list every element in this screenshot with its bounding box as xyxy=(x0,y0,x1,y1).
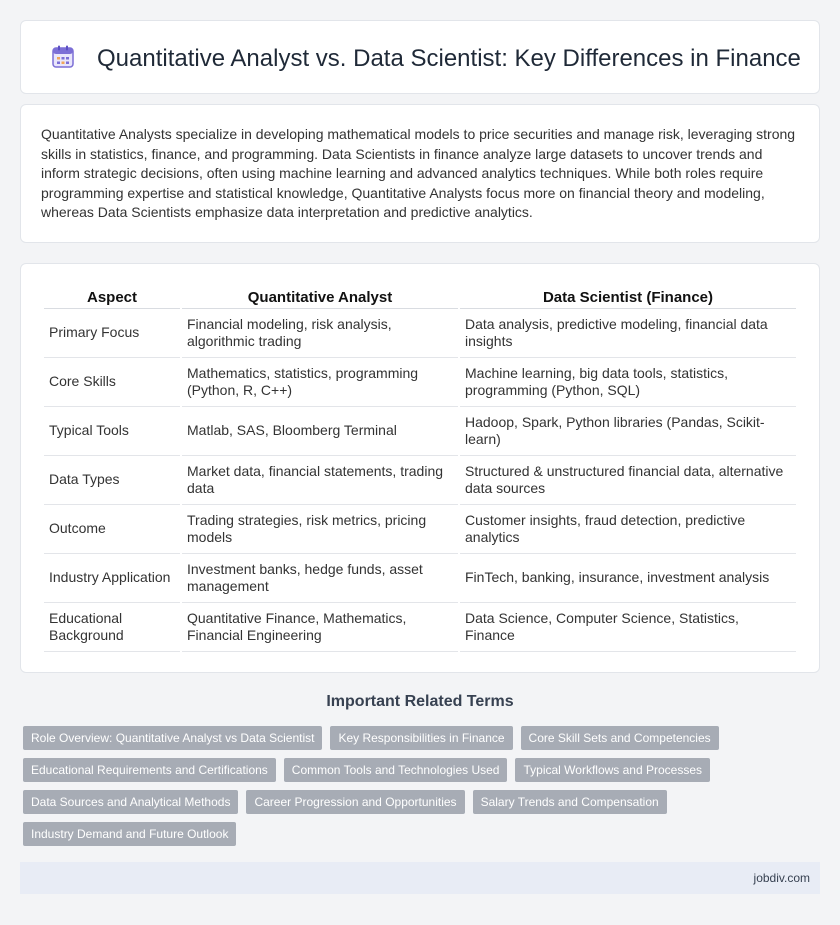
header-aspect: Aspect xyxy=(44,286,180,309)
table-header-row xyxy=(44,286,796,309)
header-quantitative-analyst: Quantitative Analyst xyxy=(182,286,458,309)
quant-cell: Mathematics, statistics, programming (Python, R, C++) xyxy=(182,358,458,407)
ds-cell: Hadoop, Spark, Python libraries (Pandas, Scikit-learn) xyxy=(460,407,796,456)
quant-cell: Matlab, SAS, Bloomberg Terminal xyxy=(182,407,458,456)
intro-card xyxy=(20,104,820,243)
tag-row xyxy=(23,790,823,814)
calendar-icon xyxy=(50,44,76,70)
aspect-cell: Primary Focus xyxy=(44,309,180,358)
quant-cell: Financial modeling, risk analysis, algorithmic trading xyxy=(182,309,458,358)
quant-cell: Quantitative Finance, Mathematics, Financial Engineering xyxy=(182,603,458,652)
aspect-cell: Typical Tools xyxy=(44,407,180,456)
table-row xyxy=(44,554,796,603)
related-term-tag[interactable]: Data Sources and Analytical Methods xyxy=(23,790,238,814)
ds-cell: FinTech, banking, insurance, investment analysis xyxy=(460,554,796,603)
quant-cell: Trading strategies, risk metrics, pricing models xyxy=(182,505,458,554)
related-term-tag[interactable]: Core Skill Sets and Competencies xyxy=(521,726,719,750)
related-term-tag[interactable]: Key Responsibilities in Finance xyxy=(330,726,512,750)
ds-cell: Data analysis, predictive modeling, financial data insights xyxy=(460,309,796,358)
tag-row xyxy=(23,822,823,846)
table-row xyxy=(44,358,796,407)
ds-cell: Customer insights, fraud detection, predictive analytics xyxy=(460,505,796,554)
quant-cell: Market data, financial statements, trading data xyxy=(182,456,458,505)
related-term-tag[interactable]: Salary Trends and Compensation xyxy=(473,790,667,814)
comparison-table xyxy=(42,286,798,652)
aspect-cell: Outcome xyxy=(44,505,180,554)
aspect-cell: Educational Background xyxy=(44,603,180,652)
footer-site-link[interactable]: jobdiv.com xyxy=(753,871,810,885)
related-term-tag[interactable]: Industry Demand and Future Outlook xyxy=(23,822,236,846)
ds-cell: Structured & unstructured financial data, alternative data sources xyxy=(460,456,796,505)
aspect-cell: Industry Application xyxy=(44,554,180,603)
quant-cell: Investment banks, hedge funds, asset management xyxy=(182,554,458,603)
header-data-scientist: Data Scientist (Finance) xyxy=(460,286,796,309)
header-card xyxy=(20,20,820,94)
related-terms-title: Important Related Terms xyxy=(326,693,514,710)
footer xyxy=(20,862,820,894)
table-row xyxy=(44,407,796,456)
tag-row xyxy=(23,726,823,750)
related-term-tag[interactable]: Role Overview: Quantitative Analyst vs Data Scientist xyxy=(23,726,322,750)
ds-cell: Machine learning, big data tools, statistics, programming (Python, SQL) xyxy=(460,358,796,407)
aspect-cell: Core Skills xyxy=(44,358,180,407)
page-title: Quantitative Analyst vs. Data Scientist: Key Differences in Finance xyxy=(97,45,801,72)
intro-paragraph: Quantitative Analysts specialize in developing mathematical models to price securities and manage risk, leveraging strong skills in statistics, finance, and programming. Data Scientists in finance analyze large datasets to uncover trends and inform strategic decisions, often using machine learning and advanced analytics techniques. While both roles require programming expertise and statistical knowledge, Quantitative Analysts focus more on financial theory and modeling, whereas Data Scientists emphasize data interpretation and predictive analytics. xyxy=(41,126,796,221)
related-term-tag[interactable]: Educational Requirements and Certifications xyxy=(23,758,276,782)
related-term-tag[interactable]: Common Tools and Technologies Used xyxy=(284,758,508,782)
table-row xyxy=(44,505,796,554)
aspect-cell: Data Types xyxy=(44,456,180,505)
tag-row xyxy=(23,758,823,782)
ds-cell: Data Science, Computer Science, Statistics, Finance xyxy=(460,603,796,652)
table-row xyxy=(44,309,796,358)
table-row xyxy=(44,456,796,505)
related-term-tag[interactable]: Career Progression and Opportunities xyxy=(246,790,464,814)
related-terms-list xyxy=(23,726,823,854)
table-row xyxy=(44,603,796,652)
comparison-card xyxy=(20,263,820,673)
related-term-tag[interactable]: Typical Workflows and Processes xyxy=(515,758,710,782)
